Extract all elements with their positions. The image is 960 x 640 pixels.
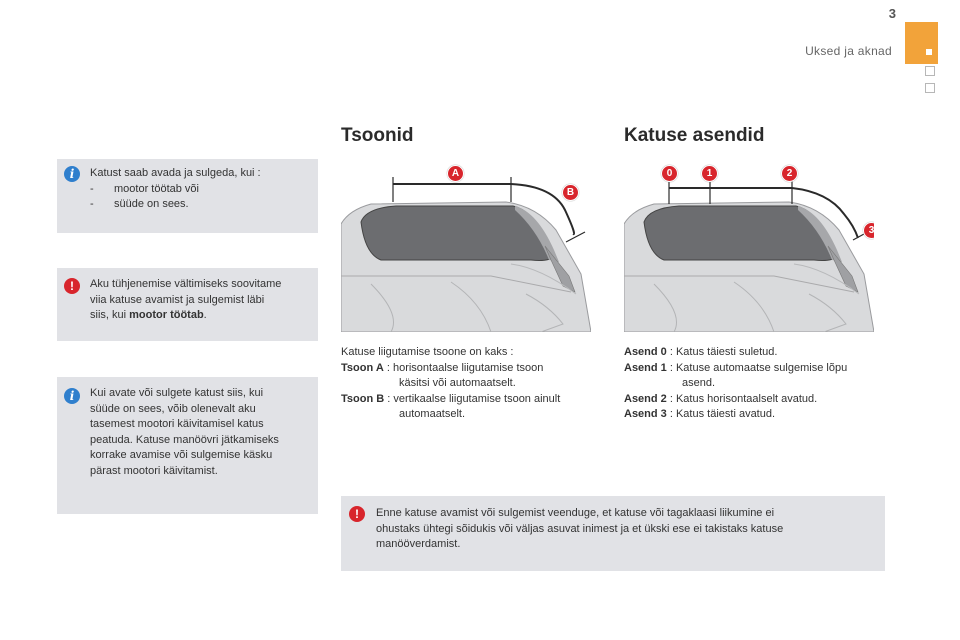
- definition-row: [624, 361, 894, 392]
- page-number: 3: [888, 6, 896, 21]
- chapter-tab-empty-2[interactable]: [925, 83, 935, 93]
- note-intro: Katust saab avada ja sulgeda, kui :: [90, 167, 261, 179]
- note-text: .: [203, 309, 207, 322]
- section-heading-zones: Tsoonid: [341, 125, 414, 146]
- note-line: korrake avamise või sulgemise käsku: [90, 449, 273, 462]
- note-line: viia katuse avamist ja sulgemist läbi: [90, 293, 265, 306]
- definition-text-cont: asend.: [682, 377, 716, 390]
- definition-term: Asend 3: [624, 408, 667, 421]
- definition-row: [624, 345, 894, 361]
- list-item-text: mootor töötab või: [114, 182, 199, 195]
- chapter-tab-mark: [926, 49, 932, 55]
- chapter-tab[interactable]: [905, 22, 938, 64]
- roof-zones-illustration: [341, 164, 591, 332]
- info-note-ignition: [57, 377, 318, 514]
- info-note-roof-operation: [57, 159, 318, 233]
- definition-term: Tsoon B: [341, 392, 385, 405]
- note-line: Enne katuse avamist või sulgemist veenduge, et katuse või tagaklaasi liikumine ei: [376, 507, 775, 519]
- note-line: süüde on sees, võib olenevalt aku: [90, 402, 256, 415]
- callout-zone-a: A: [447, 165, 464, 182]
- definition-sep: :: [666, 408, 676, 421]
- callout-position-2: 2: [781, 165, 798, 182]
- definition-text: Katus täiesti suletud.: [675, 346, 778, 358]
- definition-text: Katus täiesti avatud.: [675, 408, 776, 421]
- callout-zone-b: B: [562, 184, 579, 201]
- note-line: Aku tühjenemise vältimiseks soovitame: [90, 278, 282, 290]
- definition-sep: :: [383, 361, 393, 374]
- note-emphasis: mootor töötab: [129, 309, 204, 322]
- definition-term: Asend 2: [624, 392, 667, 405]
- callout-position-1: 1: [701, 165, 718, 182]
- list-item: [90, 182, 312, 198]
- section-heading-roof-positions: Katuse asendid: [624, 125, 765, 146]
- warning-note-safety: [341, 496, 885, 571]
- note-line: tasemest mootori käivitamisel katus: [90, 418, 264, 431]
- chapter-tab-empty-1[interactable]: [925, 66, 935, 76]
- warning-note-battery: [57, 268, 318, 341]
- definition-sep: :: [666, 361, 676, 374]
- zones-definition-list: [341, 345, 611, 423]
- positions-definition-list: [624, 345, 894, 423]
- definition-text: horisontaalse liigutamise tsoon: [392, 361, 544, 374]
- chapter-title: Uksed ja aknad: [805, 44, 892, 58]
- definition-term: Asend 0: [624, 346, 667, 358]
- figure-roof-zones: [341, 164, 591, 332]
- definition-text: Katus horisontaalselt avatud.: [675, 392, 818, 405]
- definition-row: [341, 392, 611, 423]
- definition-row: [624, 392, 894, 408]
- warning-icon: !: [64, 278, 80, 294]
- warning-icon: !: [349, 506, 365, 522]
- info-icon: i: [64, 166, 80, 182]
- list-dash: -: [90, 182, 94, 195]
- callout-position-0: 0: [661, 165, 678, 182]
- roof-positions-illustration: [624, 164, 874, 332]
- definition-text-cont: käsitsi või automaatselt.: [399, 377, 516, 390]
- definition-text: Katuse automaatse sulgemise lõpu: [675, 361, 848, 374]
- zones-intro: Katuse liigutamise tsoone on kaks :: [341, 346, 514, 358]
- note-line: Kui avate või sulgete katust siis, kui: [90, 387, 264, 399]
- note-text: siis, kui: [90, 309, 130, 322]
- definition-row: [341, 361, 611, 392]
- note-line: manööverdamist.: [376, 538, 461, 551]
- list-dash: -: [90, 198, 94, 211]
- definition-sep: :: [666, 346, 676, 358]
- definition-text-cont: automaatselt.: [399, 408, 466, 421]
- definition-text: vertikaalse liigutamise tsoon ainult: [393, 392, 561, 405]
- definition-term: Tsoon A: [341, 361, 384, 374]
- note-line: [90, 308, 315, 324]
- list-item-text: süüde on sees.: [114, 198, 189, 211]
- info-icon: i: [64, 388, 80, 404]
- note-line: ohustaks ühtegi sõidukis või väljas asuvat inimest ja et ükski ese ei takistaks katuse: [376, 522, 784, 535]
- definition-term: Asend 1: [624, 361, 667, 374]
- note-line: pärast mootori käivitamist.: [90, 464, 218, 477]
- definition-row: [624, 407, 894, 423]
- list-item: [90, 197, 312, 213]
- figure-roof-positions: [624, 164, 874, 332]
- definition-sep: :: [666, 392, 676, 405]
- definition-sep: :: [384, 392, 394, 405]
- callout-position-3: 3: [863, 222, 874, 239]
- note-line: peatuda. Katuse manöövri jätkamiseks: [90, 433, 279, 446]
